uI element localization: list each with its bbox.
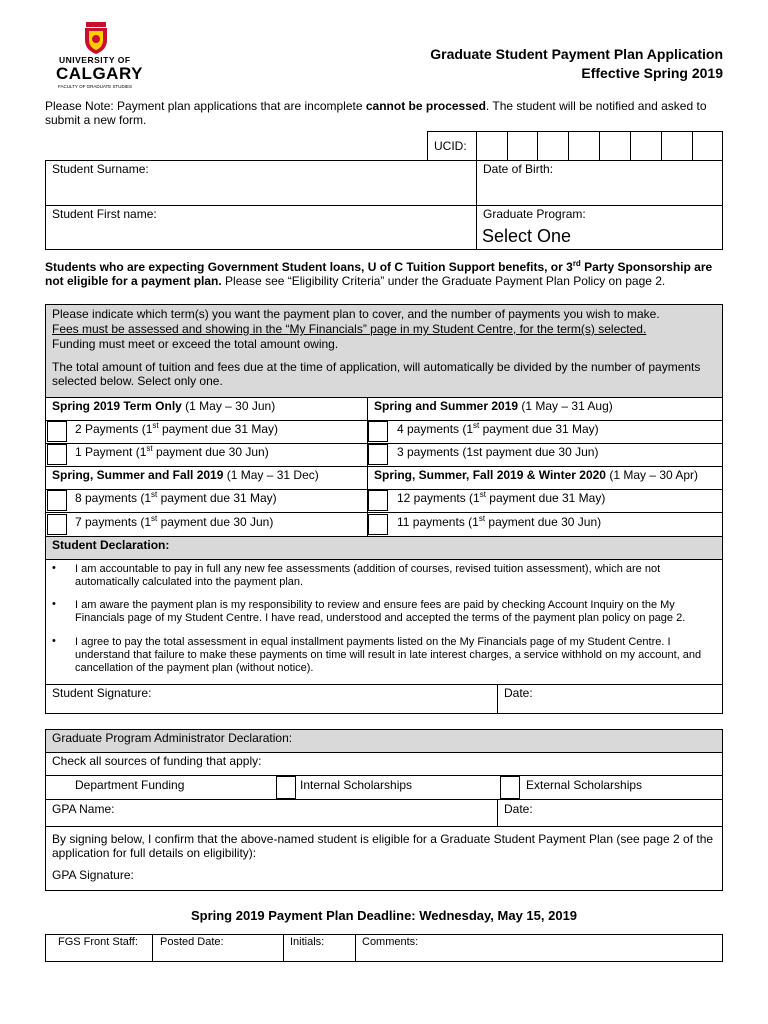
term-spring-header — [52, 399, 275, 413]
ssfw-12-payments-label: 12 payments (1st payment due 31 May) — [397, 490, 606, 505]
instructions-line4: The total amount of tuition and fees due at the time of application, will automatically be divided by the number of payments selected below. Select only one. — [52, 360, 701, 388]
ssfw-12-payments-checkbox[interactable] — [368, 490, 388, 511]
ssf-8-payments-checkbox[interactable] — [47, 490, 67, 511]
deadline: Spring 2019 Payment Plan Deadline: Wednesday, May 15, 2019 — [190, 908, 578, 923]
dob-label: Date of Birth: — [483, 162, 554, 176]
ss-4-payments-label: 4 payments (1st payment due 31 May) — [397, 421, 599, 436]
dept-funding-label: Department Funding — [75, 778, 185, 792]
term-ssf-header — [52, 468, 319, 482]
eligibility-note — [45, 260, 727, 288]
program-label: Graduate Program: — [483, 207, 586, 221]
internal-scholarships-checkbox[interactable] — [276, 776, 296, 799]
note-bold: cannot be processed — [365, 99, 486, 113]
ssf-8-payments-label: 8 payments (1st payment due 31 May) — [75, 490, 277, 505]
external-scholarships-label: External Scholarships — [526, 778, 643, 792]
term-ss-range: (1 May – 31 Aug) — [518, 399, 613, 413]
firstname-input[interactable] — [50, 223, 470, 247]
admin-date-label: Date: — [504, 802, 533, 816]
ucid-input[interactable] — [477, 132, 722, 160]
office-comments-label: Comments: — [362, 936, 419, 948]
internal-scholarships-label: Internal Scholarships — [300, 778, 413, 792]
admin-confirm-text: By signing below, I confirm that the above-named student is eligible for a Graduate Student Payment Plan (see page 2 of the application for full details on eligibility): — [52, 832, 714, 860]
spring-2-payments-checkbox[interactable] — [47, 421, 67, 442]
admin-date-input[interactable] — [540, 801, 718, 824]
ucid-label: UCID: — [434, 139, 467, 153]
ssfw-11-payments-checkbox[interactable] — [368, 514, 388, 535]
term-ss-title: Spring and Summer 2019 — [374, 399, 519, 413]
term-spring-title: Spring 2019 Term Only — [52, 399, 182, 413]
declaration-bullet-2: I am aware the payment plan is my responsibility to review and ensure fees are paid by checking Account Inquiry on the My Financials page of my Student Centre. I have read, understood and accepted the terms of the payment plan policy on page 2. — [75, 599, 686, 624]
bullet-icon: • — [52, 635, 56, 647]
term-ss-header — [374, 399, 613, 413]
university-name-line2: CALGARY — [56, 64, 143, 83]
ssfw-11-payments-label: 11 payments (1st payment due 30 Jun) — [397, 514, 602, 529]
instructions-line3: Funding must meet or exceed the total amount owing. — [52, 337, 339, 351]
ssf-7-payments-checkbox[interactable] — [47, 514, 67, 535]
gpa-signature-input[interactable] — [145, 864, 715, 888]
student-signature-input[interactable] — [160, 686, 490, 712]
bullet-icon: • — [52, 598, 56, 610]
external-scholarships-checkbox[interactable] — [500, 776, 520, 799]
instructions-line2: Fees must be assessed and showing in the “My Financials” page in my Student Centre, for the term(s) selected. — [52, 322, 647, 336]
surname-label: Student Surname: — [52, 162, 149, 176]
spring-1-payment-checkbox[interactable] — [47, 444, 67, 465]
spring-1-payment-label: 1 Payment (1st payment due 30 Jun) — [75, 444, 269, 459]
eligibility-sup: rd — [572, 259, 581, 268]
student-date-input[interactable] — [540, 686, 718, 712]
declaration-bullet-1: I am accountable to pay in full any new fee assessments (addition of courses, revised tuition assessment), which are not automatically calculated into the payment plan. — [75, 563, 661, 588]
ss-4-payments-checkbox[interactable] — [368, 421, 388, 442]
please-note — [45, 99, 725, 127]
term-ssfw-header — [374, 468, 698, 482]
eligibility-normal: Please see “Eligibility Criteria” under the Graduate Payment Plan Policy on page 2. — [221, 274, 666, 288]
bullet-icon: • — [52, 562, 56, 574]
office-posted-label: Posted Date: — [160, 936, 224, 948]
term-ssf-range: (1 May – 31 Dec) — [223, 468, 319, 482]
gpa-signature-label: GPA Signature: — [52, 868, 134, 882]
declaration-title: Student Declaration: — [52, 538, 170, 552]
student-date-label: Date: — [504, 686, 533, 700]
term-ssfw-title: Spring, Summer, Fall 2019 & Winter 2020 — [374, 468, 606, 482]
ss-3-payments-checkbox[interactable] — [368, 444, 388, 465]
term-ssf-title: Spring, Summer and Fall 2019 — [52, 468, 224, 482]
funding-check-label: Check all sources of funding that apply: — [52, 754, 262, 768]
university-logo — [56, 22, 146, 94]
dob-input[interactable] — [481, 178, 719, 202]
term-spring-range: (1 May – 30 Jun) — [181, 399, 276, 413]
term-ssfw-range: (1 May – 30 Apr) — [605, 468, 699, 482]
office-initials-label: Initials: — [290, 936, 325, 948]
spring-2-payments-label: 2 Payments (1st payment due 31 May) — [75, 421, 279, 436]
form-title: Graduate Student Payment Plan Application — [430, 46, 723, 62]
student-signature-label: Student Signature: — [52, 686, 152, 700]
instructions-line1: Please indicate which term(s) you want the payment plan to cover, and the number of payments you wish to make. — [52, 307, 660, 321]
program-select[interactable]: Select One — [482, 226, 572, 246]
eligibility-bold1: Students who are expecting Government Student loans, U of C Tuition Support benefits, or 3 — [45, 260, 573, 274]
university-name-line1: UNIVERSITY OF — [59, 55, 131, 65]
ssf-7-payments-label: 7 payments (1st payment due 30 Jun) — [75, 514, 274, 529]
faculty-name: FACULTY OF GRADUATE STUDIES — [58, 84, 133, 89]
admin-title: Graduate Program Administrator Declaration: — [52, 731, 293, 745]
gpa-name-label: GPA Name: — [52, 802, 115, 816]
eligibility-bold2: Party Sponsorship are not eligible for a payment plan. — [45, 260, 713, 288]
note-suffix: . The student will be notified and asked to submit a new form. — [45, 99, 707, 127]
office-staff-label: FGS Front Staff: — [58, 936, 138, 948]
surname-input[interactable] — [50, 178, 470, 202]
gpa-name-input[interactable] — [125, 801, 490, 824]
firstname-label: Student First name: — [52, 207, 157, 221]
declaration-bullet-3: I agree to pay the total assessment in equal installment payments listed on the My Financials page of my Student Centre. I understand that failure to make these payments on time will result in late interest charges, a service withhold on my account, and cancellation of the payment plan (without notice). — [75, 636, 702, 674]
crest-icon — [83, 22, 109, 54]
form-subtitle: Effective Spring 2019 — [581, 65, 723, 81]
note-prefix: Please Note: Payment plan applications that are incomplete — [45, 99, 366, 113]
ss-3-payments-label: 3 payments (1st payment due 30 Jun) — [397, 445, 599, 459]
